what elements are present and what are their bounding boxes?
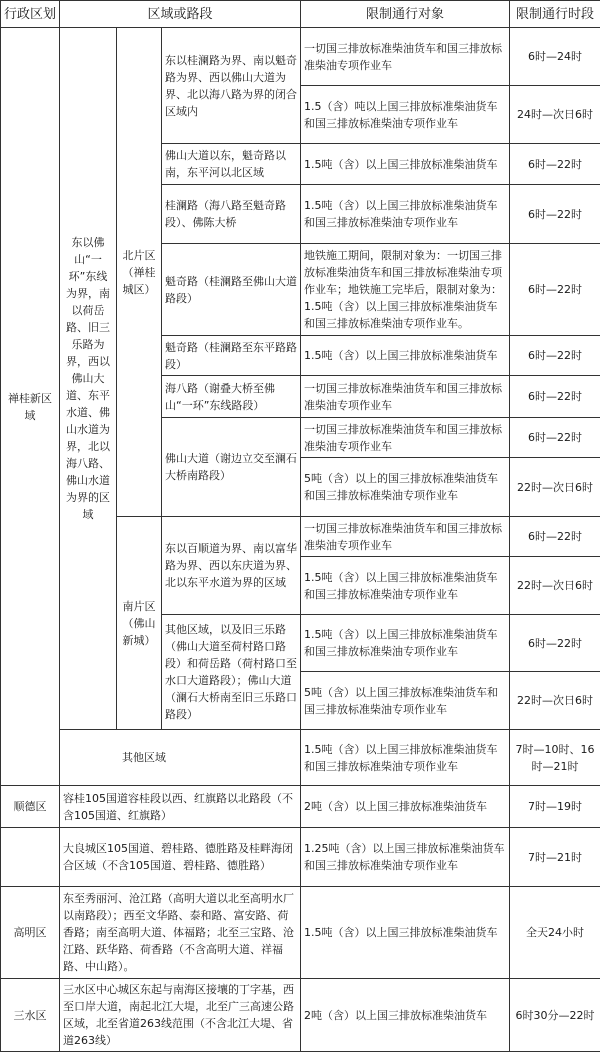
subarea-south: 南片区（佛山新城） [117, 517, 162, 730]
area-cell: 海八路（谢叠大桥至佛山“一环”东线路段） [162, 376, 301, 418]
target-cell: 1.5吨（含）以上国三排放标准柴油货车和国三排放标准柴油专项作业车 [301, 557, 510, 615]
chancheng-scope: 东以佛山“一环”东线为界，南以荷岳路、旧三乐路为界，西以佛山大道、东平水道、佛山水道为界，北以海八路、佛山水道为界的区域 [60, 28, 117, 730]
header-row [1, 1, 600, 28]
area-cell: 东至秀丽河、沧江路（高明大道以北至高明水厂以南路段）；西至文华路、泰和路、富安路、荷香路；南至高明大道、体福路；北至三宝路、沧江路、跃华路、荷香路（不含高明大道、祥福路、中山路）。 [60, 887, 301, 979]
district-blank [1, 828, 60, 887]
target-cell: 1.5吨（含）以上国三排放标准柴油货车 [301, 336, 510, 376]
period-cell: 6时—22时 [510, 336, 600, 376]
target-cell: 5吨（含）以上国三排放标准柴油货车和国三排放标准柴油专项作业车 [301, 672, 510, 730]
district-sanshui: 三水区 [1, 979, 60, 1052]
area-cell: 其他区域，以及旧三乐路（佛山大道至荷村路口路段）和荷岳路（荷村路口至水口大道路段）；佛山大道（澜石大桥南至旧三乐路口路段） [162, 615, 301, 730]
district-chancheng: 禅桂新区域 [1, 28, 60, 786]
district-gaoming: 高明区 [1, 887, 60, 979]
period-cell: 6时—22时 [510, 376, 600, 418]
target-cell: 地铁施工期间，限制对象为：一切国三排放标准柴油货车和国三排放标准柴油专项作业车；地铁施工完毕后，限制对象为：1.5吨（含）以上国三排放标准柴油货车和国三排放标准柴油专项作业车。 [301, 244, 510, 336]
area-cell: 大良城区105国道、碧桂路、德胜路及桂畔海闭合区域（不含105国道、碧桂路、德胜路） [60, 828, 301, 887]
table-row [1, 28, 600, 86]
area-cell: 佛山大道（谢边立交至澜石大桥南路段） [162, 418, 301, 517]
period-cell: 6时—24时 [510, 28, 600, 86]
period-cell: 7时—21时 [510, 828, 600, 887]
target-cell: 一切国三排放标准柴油货车和国三排放标准柴油专项作业车 [301, 517, 510, 557]
area-cell: 桂澜路（海八路至魁奇路段）、佛陈大桥 [162, 185, 301, 244]
target-cell: 2吨（含）以上国三排放标准柴油货车 [301, 979, 510, 1052]
period-cell: 6时—22时 [510, 615, 600, 672]
header-period: 限制通行时段 [510, 1, 600, 28]
period-cell: 7时—19时 [510, 786, 600, 828]
header-district: 行政区划 [1, 1, 60, 28]
target-cell: 2吨（含）以上国三排放标准柴油货车 [301, 786, 510, 828]
period-cell: 22时—次日6时 [510, 672, 600, 730]
period-cell: 6时—22时 [510, 418, 600, 458]
area-cell: 魁奇路（桂澜路至东平路路段） [162, 336, 301, 376]
table-row [1, 887, 600, 979]
area-cell: 其他区域 [60, 730, 301, 786]
area-cell: 魁奇路（桂澜路至佛山大道路段） [162, 244, 301, 336]
district-shunde: 顺德区 [1, 786, 60, 828]
period-cell: 22时—次日6时 [510, 557, 600, 615]
area-cell: 容桂105国道容桂段以西、红旗路以北路段（不含105国道、红旗路） [60, 786, 301, 828]
header-target: 限制通行对象 [301, 1, 510, 28]
target-cell: 1.25吨（含）以上国三排放标准柴油货车和国三排放标准柴油专项作业车 [301, 828, 510, 887]
period-cell: 6时—22时 [510, 517, 600, 557]
period-cell: 22时—次日6时 [510, 458, 600, 517]
target-cell: 1.5吨（含）以上国三排放标准柴油货车和国三排放标准柴油专项作业车 [301, 615, 510, 672]
period-cell: 全天24小时 [510, 887, 600, 979]
area-cell: 东以桂澜路为界、南以魁奇路为界、西以佛山大道为界、北以海八路为界的闭合区域内 [162, 28, 301, 144]
table-row [1, 828, 600, 887]
area-cell: 佛山大道以东，魁奇路以南，东平河以北区域 [162, 144, 301, 185]
target-cell: 1.5吨（含）以上国三排放标准柴油货车 [301, 144, 510, 185]
target-cell: 一切国三排放标准柴油货车和国三排放标准柴油专项作业车 [301, 28, 510, 86]
target-cell: 1.5吨（含）以上国三排放标准柴油货车和国三排放标准柴油专项作业车 [301, 185, 510, 244]
table-row [1, 786, 600, 828]
period-cell: 6时—22时 [510, 244, 600, 336]
target-cell: 1.5吨（含）以上国三排放标准柴油货车 [301, 887, 510, 979]
period-cell: 6时30分—22时 [510, 979, 600, 1052]
subarea-north: 北片区（禅桂城区） [117, 28, 162, 517]
header-area: 区域或路段 [60, 1, 301, 28]
period-cell: 7时—10时、16时—21时 [510, 730, 600, 786]
target-cell: 5吨（含）以上的国三排放标准柴油货车和国三排放标准柴油专项作业车 [301, 458, 510, 517]
table-row [1, 979, 600, 1052]
target-cell: 1.5吨（含）以上国三排放标准柴油货车和国三排放标准柴油专项作业车 [301, 730, 510, 786]
target-cell: 一切国三排放标准柴油货车和国三排放标准柴油专项作业车 [301, 376, 510, 418]
target-cell: 一切国三排放标准柴油货车和国三排放标准柴油专项作业车 [301, 418, 510, 458]
target-cell: 1.5（含）吨以上国三排放标准柴油货车和国三排放标准柴油专项作业车 [301, 86, 510, 144]
period-cell: 6时—22时 [510, 144, 600, 185]
period-cell: 24时—次日6时 [510, 86, 600, 144]
area-cell: 东以百顺道为界、南以富华路为界、西以东庆道为界、北以东平水道为界的区域 [162, 517, 301, 615]
table-row [1, 730, 600, 786]
area-cell: 三水区中心城区东起与南海区接壤的丁字基，西至口岸大道，南起北江大堤，北至广三高速公路区域，北至省道263线范围（不含北江大堤、省道263线） [60, 979, 301, 1052]
period-cell: 6时—22时 [510, 185, 600, 244]
